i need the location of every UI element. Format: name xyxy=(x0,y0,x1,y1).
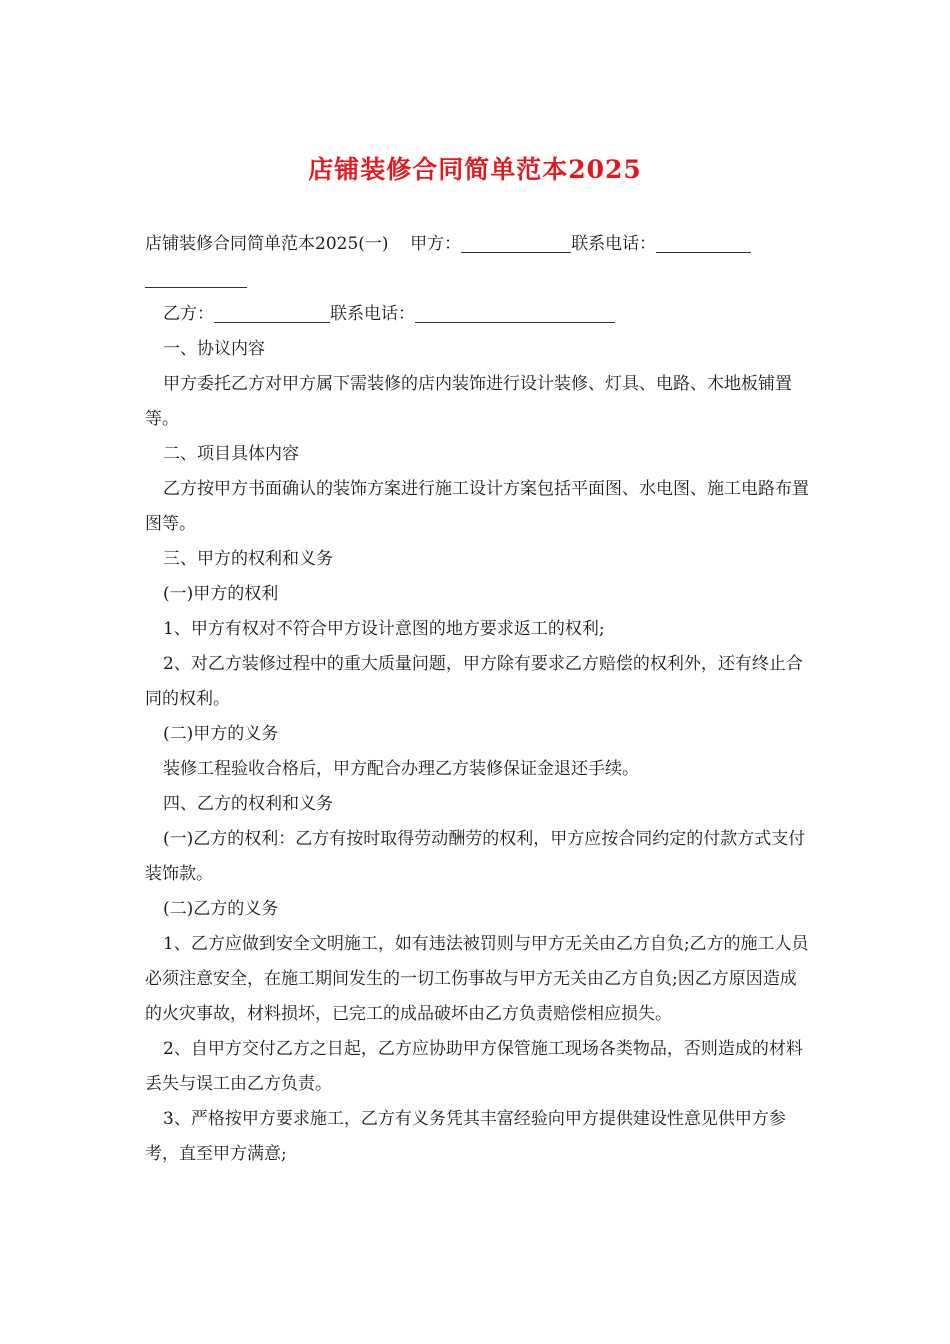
paragraph: 1、乙方应做到安全文明施工，如有违法被罚则与甲方无关由乙方自负;乙方的施工人员必须注意安全，在施工期间发生的一切工伤事故与甲方无关由乙方自负;因乙方原因造成的火灾事故，材料损坏，已完工的成品破坏由乙方负责赔偿相应损失。 xyxy=(145,934,809,1024)
document-title: 店铺装修合同简单范本2025 xyxy=(308,155,642,184)
paragraph: 乙方按甲方书面确认的装饰方案进行施工设计方案包括平面图、水电图、施工电路布置图等。 xyxy=(145,479,809,534)
paragraph: 装修工程验收合格后，甲方配合办理乙方装修保证金退还手续。 xyxy=(163,759,639,779)
paragraph: (一)乙方的权利：乙方有按时取得劳动酬劳的权利，甲方应按合同约定的付款方式支付装饰款。 xyxy=(145,829,806,884)
paragraph: (一)甲方的权利 xyxy=(163,584,279,604)
paragraph: 3、严格按甲方要求施工，乙方有义务凭其丰富经验向甲方提供建设性意见供甲方参考，直至甲方满意; xyxy=(145,1109,786,1164)
party-b-blank xyxy=(214,304,330,323)
contact-a-blank xyxy=(656,234,751,253)
contact-b-blank xyxy=(415,304,615,323)
paragraph: 二、项目具体内容 xyxy=(163,444,299,464)
party-b-label: 乙方： xyxy=(163,304,214,324)
paragraph: 2、对乙方装修过程中的重大质量问题，甲方除有要求乙方赔偿的权利外，还有终止合同的权利。 xyxy=(145,654,803,709)
paragraph: 三、甲方的权利和义务 xyxy=(163,549,333,569)
paragraph: 四、乙方的权利和义务 xyxy=(163,794,333,814)
party-a-blank xyxy=(461,234,571,253)
paragraph: (二)乙方的义务 xyxy=(163,899,279,919)
paragraph: (二)甲方的义务 xyxy=(163,724,279,744)
contact-label-a: 联系电话： xyxy=(571,234,657,254)
intro-heading: 店铺装修合同简单范本2025(一) xyxy=(145,234,389,254)
paragraph: 甲方委托乙方对甲方属下需装修的店内装饰进行设计装修、灯具、电路、木地板铺置等。 xyxy=(145,374,792,429)
paragraph: 1、甲方有权对不符合甲方设计意图的地方要求返工的权利; xyxy=(163,619,605,639)
party-b-line xyxy=(145,297,810,332)
document-body xyxy=(145,227,810,1172)
paragraph: 一、协议内容 xyxy=(163,339,265,359)
party-a-label: 甲方： xyxy=(410,234,462,254)
intro-line xyxy=(145,227,810,262)
contact-label-b: 联系电话： xyxy=(330,304,415,324)
contact-a-blank-continued xyxy=(145,269,247,288)
paragraph: 2、自甲方交付乙方之日起，乙方应协助甲方保管施工现场各类物品，否则造成的材料丢失与误工由乙方负责。 xyxy=(145,1039,803,1094)
intro-line-continued xyxy=(145,262,810,297)
